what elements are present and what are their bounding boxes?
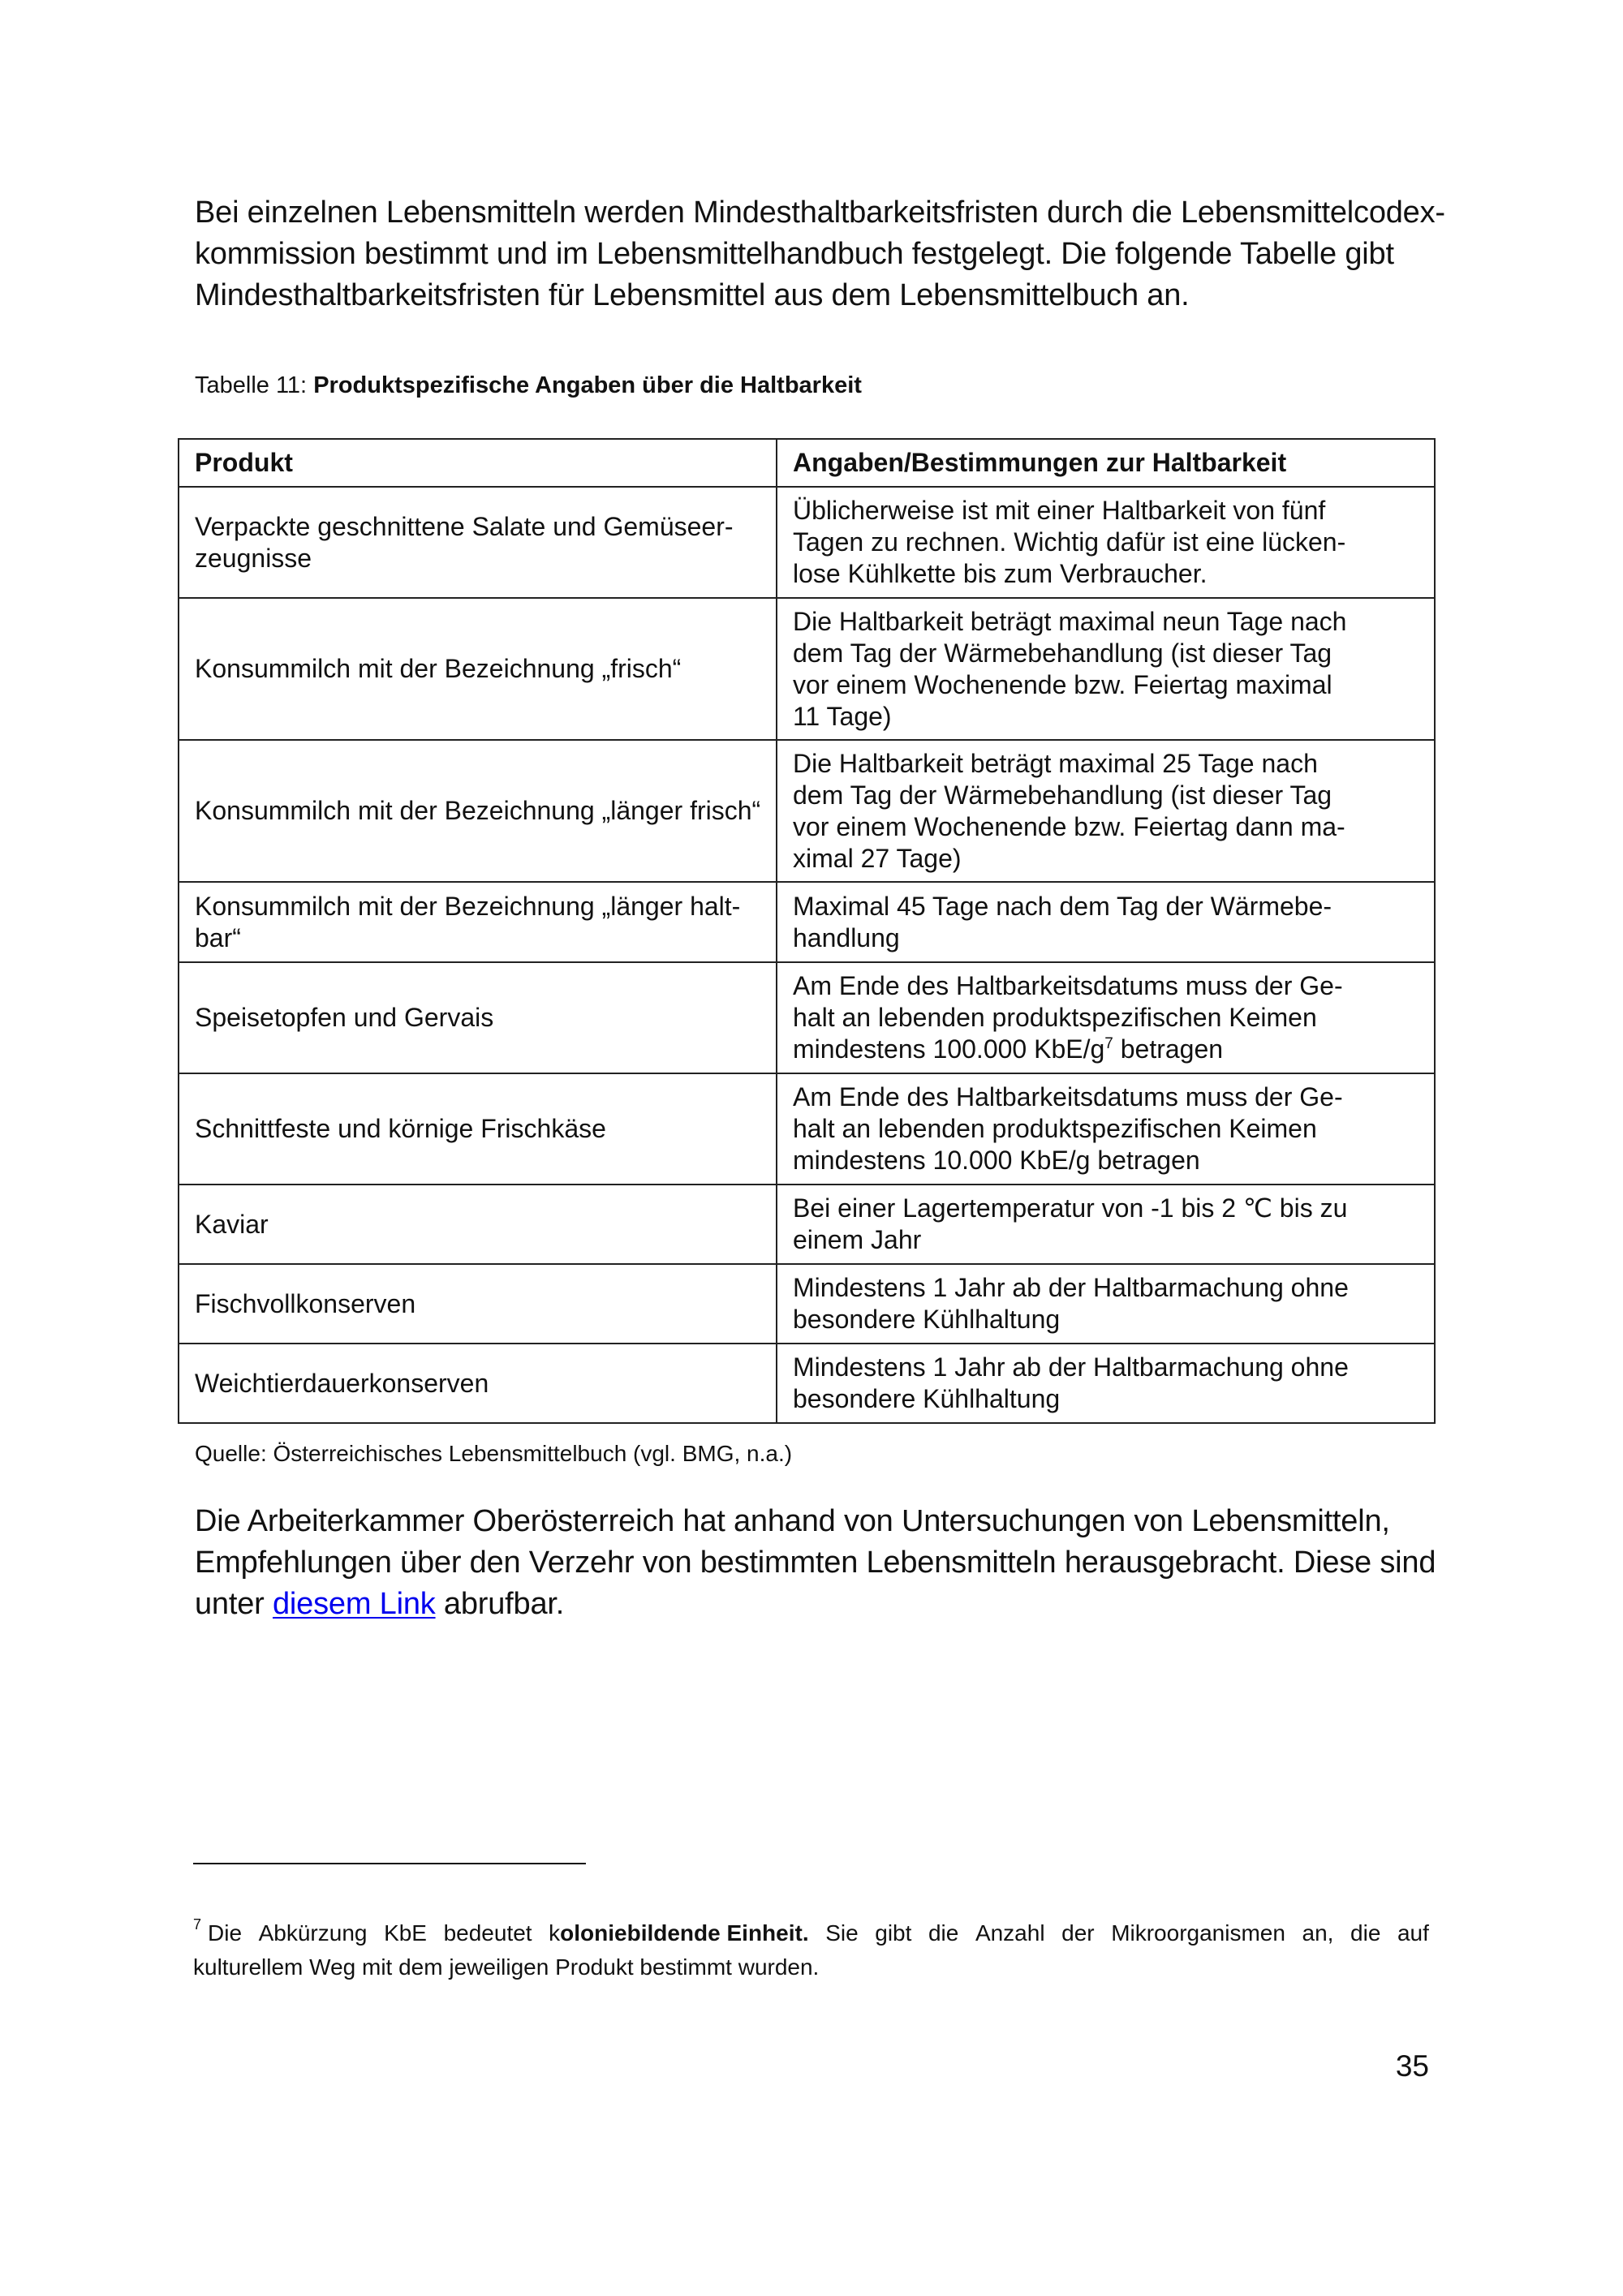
info-cell (777, 1344, 1435, 1423)
table-row (179, 1344, 1435, 1423)
intro-line: kommission bestimmt und im Lebensmittelhandbuch festgelegt. Die folgende Tabelle gibt (195, 237, 1394, 271)
cell-line: Konsummilch mit der Bezeichnung „länger frisch“ (195, 796, 761, 825)
product-cell (179, 882, 777, 962)
product-cell (179, 1185, 777, 1264)
cell-line: ximal 27 Tage) (793, 843, 962, 873)
cell-line (793, 1034, 1419, 1065)
footnote-word: Mikroorganismen (1111, 1920, 1285, 1946)
cell-line: dem Tag der Wärmebehandlung (ist dieser Tag (793, 780, 1332, 810)
paragraph-text: abrufbar. (435, 1587, 565, 1621)
cell-text: mindestens 100.000 KbE/g (793, 1034, 1105, 1064)
intro-paragraph (195, 192, 1445, 316)
table-source: Quelle: Österreichisches Lebensmittelbuch (vgl. BMG, n.a.) (195, 1441, 793, 1466)
cell-line: halt an lebenden produktspezifischen Keimen (793, 1114, 1317, 1143)
caption-title: Produktspezifische Angaben über die Haltbarkeit (313, 372, 862, 398)
cell-line: bar“ (195, 922, 241, 952)
cell-line: Weichtierdauerkonserven (195, 1368, 489, 1398)
footnote-word: gibt (875, 1920, 912, 1946)
footnote-word: Sie (825, 1920, 859, 1946)
cell-line: Maximal 45 Tage nach dem Tag der Wärmebe- (793, 891, 1332, 921)
footnote-separator (193, 1863, 586, 1864)
table-header-row (179, 439, 1435, 487)
footnote-line: kulturellem Weg mit dem jeweiligen Produkt bestimmt wurden. (193, 1954, 820, 1980)
footnote-word: die (928, 1920, 959, 1946)
cell-line: Die Haltbarkeit beträgt maximal neun Tage nach (793, 606, 1347, 636)
footnote-bold-term: oloniebildende Einheit. (560, 1920, 809, 1946)
cell-line: Schnittfeste und körnige Frischkäse (195, 1114, 606, 1143)
cell-line: Konsummilch mit der Bezeichnung „frisch“ (195, 654, 682, 683)
table-row (179, 740, 1435, 882)
cell-line: besondere Kühlhaltung (793, 1384, 1061, 1413)
footnote-word: an, (1302, 1920, 1334, 1946)
caption-label: Tabelle 11: (195, 372, 314, 398)
table-row (179, 598, 1435, 740)
footnote-word: $^7$ Die (193, 1916, 243, 1946)
cell-line: vor einem Wochenende bzw. Feiertag dann ma- (793, 811, 1345, 841)
cell-line: lose Kühlkette bis zum Verbraucher. (793, 559, 1208, 588)
cell-line: Fischvollkonserven (195, 1288, 416, 1318)
info-cell (777, 740, 1435, 882)
cell-line: vor einem Wochenende bzw. Feiertag maximal (793, 669, 1332, 699)
page-number: 35 (1395, 2049, 1429, 2083)
cell-line: Üblicherweise ist mit einer Haltbarkeit von fünf (793, 496, 1326, 525)
intro-line: Bei einzelnen Lebensmitteln werden Mindesthaltbarkeitsfristen durch die Lebensmittelcodex- (195, 196, 1445, 230)
paragraph-line: Empfehlungen über den Verzehr von bestimmten Lebensmitteln herausgebracht. Diese sind (195, 1546, 1436, 1580)
table-row (179, 487, 1435, 598)
cell-line: Konsummilch mit der Bezeichnung „länger halt- (195, 891, 741, 921)
header-product: Produkt (179, 439, 777, 487)
info-cell (777, 882, 1435, 962)
product-cell (179, 962, 777, 1073)
cell-line: Speisetopfen und Gervais (195, 1003, 494, 1032)
footnote-word: koloniebildende Einheit. (549, 1920, 809, 1946)
product-cell (179, 1344, 777, 1423)
footnote-word: bedeutet (443, 1920, 532, 1946)
cell-line: Am Ende des Haltbarkeitsdatums muss der Ge- (793, 1082, 1343, 1111)
footnote-word: auf (1397, 1920, 1429, 1946)
cell-line: besondere Kühlhaltung (793, 1305, 1061, 1334)
table-row (179, 1264, 1435, 1344)
footnote-ref[interactable]: 7 (1104, 1035, 1113, 1052)
cell-text: betragen (1113, 1034, 1224, 1064)
footnote-word: die (1350, 1920, 1381, 1946)
recommendation-paragraph (195, 1501, 1436, 1625)
cell-line: dem Tag der Wärmebehandlung (ist dieser Tag (793, 638, 1332, 668)
table-row (179, 962, 1435, 1073)
cell-line: handlung (793, 922, 900, 952)
product-cell (179, 598, 777, 740)
footnote-word: Abkürzung (258, 1920, 368, 1946)
cell-line: Kaviar (195, 1209, 269, 1239)
paragraph-line: Die Arbeiterkammer Oberösterreich hat anhand von Untersuchungen von Lebensmitteln, (195, 1504, 1390, 1538)
cell-line: zeugnisse (195, 543, 312, 573)
paragraph-line (195, 1584, 1436, 1625)
table-row (179, 1185, 1435, 1264)
footnote-marker: 7 (193, 1916, 202, 1933)
footnote-word: der (1061, 1920, 1095, 1946)
info-cell (777, 487, 1435, 598)
cell-line: einem Jahr (793, 1225, 922, 1254)
cell-line: Mindestens 1 Jahr ab der Haltbarmachung ohne (793, 1273, 1349, 1302)
footnote (193, 1916, 1429, 1984)
cell-line: Die Haltbarkeit beträgt maximal 25 Tage nach (793, 748, 1318, 778)
info-cell (777, 1185, 1435, 1264)
table-row (179, 882, 1435, 962)
intro-line: Mindesthaltbarkeitsfristen für Lebensmittel aus dem Lebensmittelbuch an. (195, 278, 1190, 312)
shelf-life-table (178, 438, 1436, 1424)
footnote-word: Anzahl (975, 1920, 1045, 1946)
cell-line: Tagen zu rechnen. Wichtig dafür ist eine lücken- (793, 527, 1346, 557)
cell-line: Am Ende des Haltbarkeitsdatums muss der Ge- (793, 971, 1343, 1000)
header-shelf-life-info: Angaben/Bestimmungen zur Haltbarkeit (777, 439, 1435, 487)
footnote-line (193, 1916, 1429, 1950)
info-cell (777, 962, 1435, 1073)
cell-line: mindestens 10.000 KbE/g betragen (793, 1146, 1200, 1175)
external-link[interactable]: diesem Link (272, 1587, 436, 1621)
cell-line: Mindestens 1 Jahr ab der Haltbarmachung ohne (793, 1352, 1349, 1382)
info-cell (777, 1073, 1435, 1185)
info-cell (777, 1264, 1435, 1344)
cell-line: 11 Tage) (793, 701, 892, 731)
product-cell (179, 1264, 777, 1344)
cell-line: halt an lebenden produktspezifischen Keimen (793, 1003, 1317, 1032)
cell-line: Bei einer Lagertemperatur von -1 bis 2 ℃ bis zu (793, 1193, 1348, 1223)
product-cell (179, 740, 777, 882)
footnote-word: KbE (384, 1920, 427, 1946)
product-cell (179, 487, 777, 598)
cell-line: Verpackte geschnittene Salate und Gemüseer- (195, 511, 734, 541)
product-cell (179, 1073, 777, 1185)
info-cell (777, 598, 1435, 740)
paragraph-text: unter (195, 1587, 273, 1621)
table-caption (195, 372, 862, 399)
table-row (179, 1073, 1435, 1185)
